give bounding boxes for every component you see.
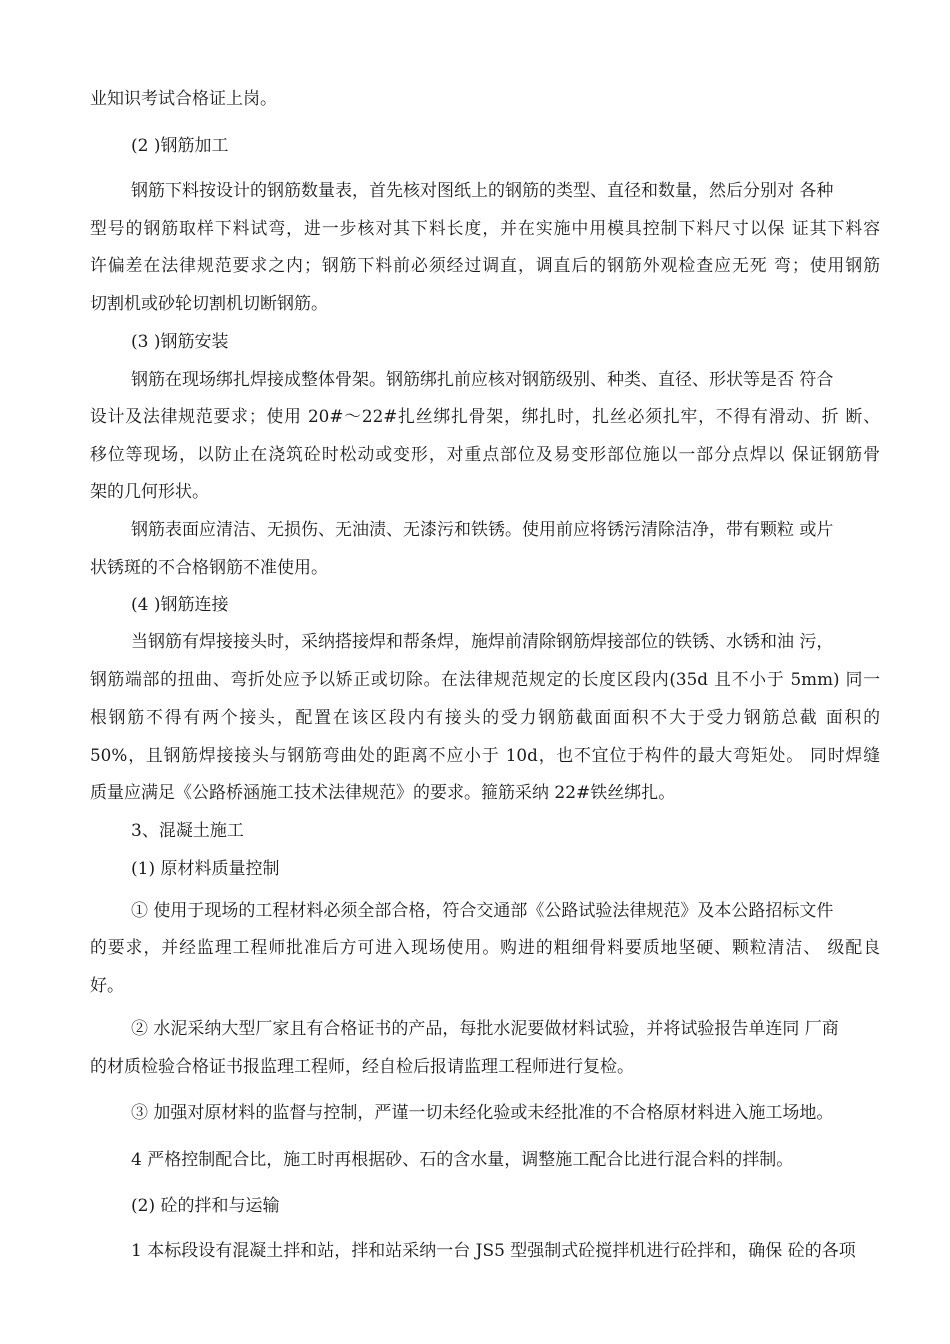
text-line: 3、混凝土施工 <box>131 821 244 841</box>
text-line: (2) 砼的拌和与运输 <box>131 1196 280 1216</box>
text-line: 型号的钢筋取样下料试弯，进一步核对其下料长度，并在实施中用模具控制下料尺寸以保 证其下料容 <box>90 219 880 239</box>
text-line: 钢筋在现场绑扎焊接成整体骨架。钢筋绑扎前应核对钢筋级别、种类、直径、形状等是否 符合 <box>131 370 834 390</box>
text-line: 切割机或砂轮切割机切断钢筋。 <box>90 294 328 314</box>
text-line: 质量应满足《公路桥涵施工技术法律规范》的要求。箍筋采纳 22#铁丝绑扎。 <box>90 783 676 803</box>
text-line: (1) 原材料质量控制 <box>131 859 280 879</box>
text-line: 的要求，并经监理工程师批准后方可进入现场使用。购进的粗细骨料要质地坚硬、颗粒清洁、 级配良 <box>90 938 880 958</box>
text-line: 4 严格控制配合比，施工时再根据砂、石的含水量，调整施工配合比进行混合料的拌制。 <box>131 1150 794 1170</box>
text-line: 许偏差在法律规范要求之内；钢筋下料前必须经过调直，调直后的钢筋外观检查应无死 弯；使用钢筋 <box>90 256 880 276</box>
text-line: 移位等现场，以防止在浇筑砼时松动或变形，对重点部位及易变形部位施以一部分点焊以 保证钢筋骨 <box>90 445 880 465</box>
text-line: 设计及法律规范要求；使用 20#〜22#扎丝绑扎骨架，绑扎时，扎丝必须扎牢，不得有滑动、折 断、 <box>90 407 880 427</box>
text-line: 业知识考试合格证上岗。 <box>90 89 277 109</box>
text-line: 的材质检验合格证书报监理工程师，经自检后报请监理工程师进行复检。 <box>90 1057 634 1077</box>
text-line: 根钢筋不得有两个接头，配置在该区段内有接头的受力钢筋截面面积不大于受力钢筋总截 面积的 <box>90 708 880 728</box>
text-line: 架的几何形状。 <box>90 482 209 502</box>
text-line: (2 )钢筋加工 <box>131 136 229 156</box>
text-line: (4 )钢筋连接 <box>131 595 229 615</box>
text-line: 50%，且钢筋焊接接头与钢筋弯曲处的距离不应小于 10d，也不宜位于构件的最大弯矩处。 同时焊缝 <box>90 746 880 766</box>
text-line: 钢筋端部的扭曲、弯折处应予以矫正或切除。在法律规范规定的长度区段内(35d 且不小于 5mm) 同一 <box>90 670 880 690</box>
text-line: 当钢筋有焊接接头时，采纳搭接焊和帮条焊，施焊前清除钢筋焊接部位的铁锈、水锈和油 污， <box>131 632 834 652</box>
text-line: 钢筋下料按设计的钢筋数量表，首先核对图纸上的钢筋的类型、直径和数量，然后分别对 各种 <box>131 181 834 201</box>
text-line: 状锈斑的不合格钢筋不准使用。 <box>90 558 328 578</box>
text-line: ③ 加强对原材料的监督与控制，严谨一切未经化验或未经批准的不合格原材料进入施工场地。 <box>131 1103 834 1123</box>
text-line: ② 水泥采纳大型厂家且有合格证书的产品，每批水泥要做材料试验，并将试验报告单连同 厂商 <box>131 1019 839 1039</box>
text-line: 1 本标段设有混凝土拌和站，拌和站采纳一台 JS5 型强制式砼搅拌机进行砼拌和，确保 砼的各项 <box>131 1241 856 1261</box>
text-line: (3 )钢筋安装 <box>131 332 229 352</box>
text-line: 钢筋表面应清洁、无损伤、无油渍、无漆污和铁锈。使用前应将锈污清除洁净，带有颗粒 或片 <box>131 520 834 540</box>
text-line: 好。 <box>90 976 124 996</box>
text-line: ① 使用于现场的工程材料必须全部合格，符合交通部《公路试验法律规范》及本公路招标文件 <box>131 901 834 921</box>
